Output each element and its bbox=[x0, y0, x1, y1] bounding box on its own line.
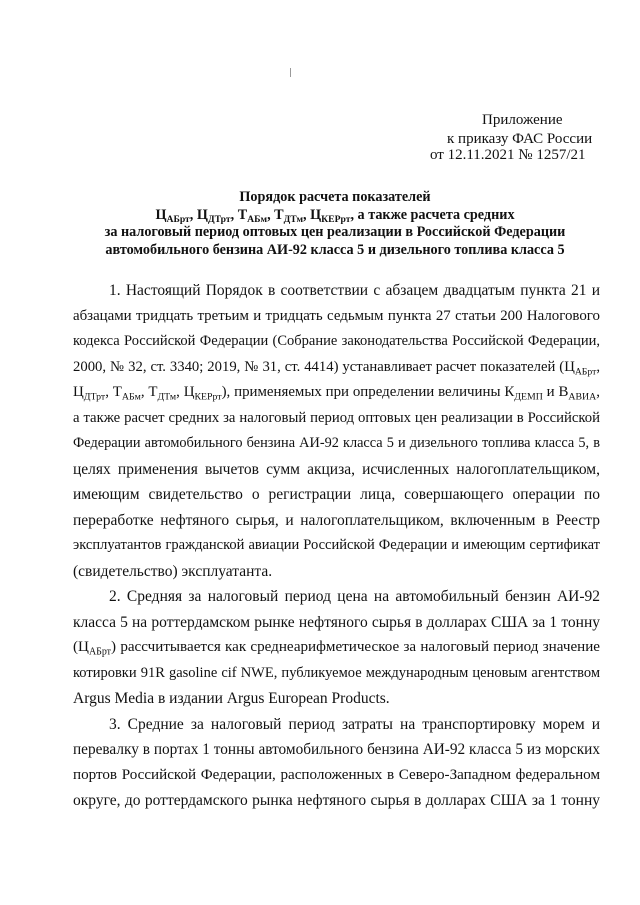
text-run: за налоговый период оптовых цен реализации в Российской Федерации bbox=[104, 224, 566, 240]
paragraph-1 bbox=[73, 278, 600, 584]
body-line bbox=[73, 788, 600, 814]
text-run: , а также расчета средних bbox=[350, 206, 515, 223]
text-run: Argus Media в издании Argus European Products. bbox=[73, 690, 390, 707]
body-line bbox=[73, 278, 600, 304]
body-line bbox=[73, 737, 600, 763]
subscript-index: АБм bbox=[121, 391, 141, 403]
text-run: Ц bbox=[73, 384, 84, 400]
title-line bbox=[40, 242, 630, 260]
text-run: 3. Средние за налоговый период затраты на транспортировку морем и bbox=[109, 715, 600, 733]
text-run: имеющим свидетельство о регистрации лица, совершающего операции по bbox=[73, 486, 600, 503]
text-run: округе, до роттердамского рынка нефтяного сырья в долларах США за 1 тонну bbox=[73, 792, 600, 809]
subscript-index: ДТм bbox=[283, 213, 304, 225]
body-line bbox=[73, 686, 600, 712]
subscript-index: АВИА bbox=[568, 391, 597, 403]
subscript-index: ДТрт bbox=[83, 391, 106, 403]
body-line bbox=[73, 559, 600, 585]
subscript-index: КЕРрт bbox=[321, 213, 351, 225]
body-line bbox=[73, 380, 600, 406]
subscript-index: ДТрт bbox=[207, 213, 231, 225]
text-run: автомобильного бензина АИ-92 класса 5 и дизельного топлива класса 5 bbox=[105, 241, 565, 258]
body-line bbox=[73, 661, 600, 687]
subscript-index: АБрт bbox=[88, 646, 112, 658]
text-run: и В bbox=[542, 384, 569, 400]
text-run: , Т bbox=[105, 384, 122, 400]
text-run: а также расчет средних за налоговый период оптовых цен реализации в Российской bbox=[73, 409, 600, 426]
subscript-index: ДЕМП bbox=[514, 391, 543, 403]
text-run: ) рассчитывается как среднеарифметическое за налоговый период значение bbox=[111, 639, 600, 655]
paragraph-3 bbox=[73, 712, 600, 814]
text-run: , bbox=[596, 384, 600, 400]
text-run: , Т bbox=[230, 206, 248, 223]
text-run: переработке нефтяного сырья, и налогоплательщиком, включенным в Реестр bbox=[73, 511, 600, 529]
body-line bbox=[73, 610, 600, 636]
body-line bbox=[73, 482, 600, 508]
appendix-label: Приложение bbox=[482, 112, 563, 128]
text-run: 1. Настоящий Порядок в соответствии с абзацем двадцатым пункта 21 и bbox=[109, 282, 600, 299]
body-line bbox=[73, 508, 600, 534]
text-run: , bbox=[596, 358, 600, 375]
paragraph-2 bbox=[73, 584, 600, 712]
text-run: (свидетельство) эксплуатанта. bbox=[73, 562, 273, 580]
text-run: кодекса Российской Федерации (Собрание законодательства Российской Федерации, bbox=[73, 333, 600, 349]
text-run: Ц bbox=[155, 206, 167, 223]
text-run: эксплуатантов гражданской авиации Российской Федерации и имеющим сертификат bbox=[73, 537, 600, 553]
text-run: абзацами тридцать третьим и тридцать седьмым пункта 27 статьи 200 Налогового bbox=[73, 307, 600, 324]
text-run: , Ц bbox=[189, 206, 208, 223]
order-reference: к приказу ФАС России bbox=[447, 131, 593, 147]
text-run: класса 5 на роттердамском рынке нефтяного сырья в долларах США за 1 тонну bbox=[73, 613, 600, 631]
subscript-index: ДТм bbox=[157, 391, 177, 403]
subscript-index: КЕРрт bbox=[194, 391, 222, 403]
body-line bbox=[73, 712, 600, 738]
text-run: , Ц bbox=[176, 384, 195, 400]
subscript-index: АБрт bbox=[574, 365, 597, 377]
text-run: целях применения вычетов сумм акциза, исчисленных налогоплательщиком, bbox=[73, 460, 600, 478]
text-run: Федерации автомобильного бензина АИ-92 класса 5 и дизельного топлива класса 5, в bbox=[73, 435, 600, 451]
subscript-index: АБм bbox=[247, 213, 268, 225]
body-line bbox=[73, 304, 600, 330]
body-line bbox=[73, 533, 600, 559]
text-run: , Ц bbox=[303, 206, 322, 223]
body-line bbox=[73, 457, 600, 483]
body-line bbox=[73, 763, 600, 789]
text-run: котировки 91R gasoline cif NWE, публикуемое международным ценовым агентством bbox=[73, 664, 600, 681]
title-line bbox=[40, 224, 630, 242]
text-run: (Ц bbox=[73, 639, 89, 655]
title-line bbox=[40, 189, 630, 207]
document-title bbox=[40, 189, 630, 259]
document-body bbox=[73, 278, 600, 814]
body-line bbox=[73, 584, 600, 610]
body-line bbox=[73, 355, 600, 381]
text-run: 2000, № 32, ст. 3340; 2019, № 31, ст. 4414) устанавливает расчет показателей (Ц bbox=[73, 358, 575, 375]
text-run: портов Российской Федерации, расположенных в Северо-Западном федеральном bbox=[73, 766, 600, 783]
body-line bbox=[73, 431, 600, 457]
title-line bbox=[40, 207, 630, 225]
body-line bbox=[73, 329, 600, 355]
text-run: 2. Средняя за налоговый период цена на автомобильный бензин АИ-92 bbox=[109, 588, 600, 605]
text-run: , Т bbox=[140, 384, 158, 400]
scan-mark bbox=[290, 68, 291, 77]
body-line bbox=[73, 406, 600, 432]
order-date-number: от 12.11.2021 № 1257/21 bbox=[430, 147, 586, 163]
text-run: , Т bbox=[267, 206, 284, 223]
subscript-index: АБрт bbox=[166, 213, 190, 225]
text-run: Порядок расчета показателей bbox=[239, 189, 431, 205]
body-line bbox=[73, 635, 600, 661]
text-run: ), применяемых при определении величины К bbox=[221, 384, 515, 400]
text-run: перевалку в портах 1 тонны автомобильного бензина АИ-92 класса 5 из морских bbox=[73, 741, 600, 758]
